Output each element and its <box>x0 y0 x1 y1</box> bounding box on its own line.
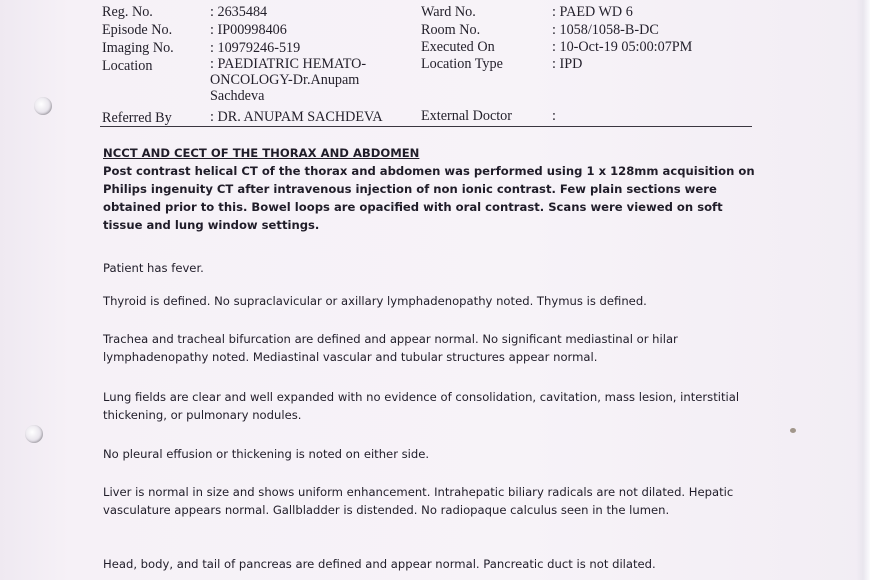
location-type-label: Location Type <box>421 56 503 72</box>
header-divider <box>100 126 752 127</box>
location-value: : PAEDIATRIC HEMATO-ONCOLOGY-Dr.Anupam Sachdeva <box>210 56 367 104</box>
executed-on-label: Executed On <box>421 39 495 55</box>
episode-no-label: Episode No. <box>102 22 173 38</box>
location-type-value: : IPD <box>552 56 583 72</box>
punch-hole-top <box>34 97 52 115</box>
thyroid-paragraph: Thyroid is defined. No supraclavicular or axillary lymphadenopathy noted. Thymus is defined. <box>103 294 647 308</box>
ward-no-label: Ward No. <box>421 4 476 20</box>
reg-no-label: Reg. No. <box>102 4 153 20</box>
imaging-no-label: Imaging No. <box>102 40 174 56</box>
punch-hole-bottom <box>25 425 43 443</box>
imaging-no-value: : 10979246-519 <box>210 40 301 56</box>
liver-paragraph: Liver is normal in size and shows uniform enhancement. Intrahepatic biliary radicals are not dilated. Hepatic vasculature appears normal. Gallbladder is distended. No radiopaque calculus seen in the lumen. <box>103 485 734 517</box>
location-label: Location <box>102 58 153 74</box>
trachea-paragraph: Trachea and tracheal bifurcation are defined and appear normal. No significant mediastinal or hilar lymphadenopathy noted. Mediastinal vascular and tubular structures appear normal. <box>103 332 678 364</box>
room-no-value: : 1058/1058-B-DC <box>552 22 659 38</box>
paper-edge <box>856 0 870 580</box>
report-title: NCCT AND CECT OF THE THORAX AND ABDOMEN <box>103 146 420 160</box>
external-doctor-label: External Doctor <box>421 108 512 124</box>
pleura-paragraph: No pleural effusion or thickening is noted on either side. <box>103 447 430 461</box>
executed-on-value: : 10-Oct-19 05:00:07PM <box>552 39 693 55</box>
history-paragraph: Patient has fever. <box>103 261 204 275</box>
technique-paragraph: Post contrast helical CT of the thorax and abdomen was performed using 1 x 128mm acquisition on Philips ingenuity CT after intravenous injection of non ionic contrast. Few plain sections were obtained prior to this. Bowel loops are opacified with oral contrast. Scans were viewed on soft tissue and lung window settings. <box>103 164 755 232</box>
room-no-label: Room No. <box>421 22 481 38</box>
report-body <box>103 144 763 580</box>
referred-by-label: Referred By <box>102 110 172 126</box>
pancreas-paragraph: Head, body, and tail of pancreas are defined and appear normal. Pancreatic duct is not dilated. <box>103 557 656 571</box>
referred-by-value: : DR. ANUPAM SACHDEVA <box>210 109 383 125</box>
external-doctor-value: : <box>552 108 556 124</box>
episode-no-value: : IP00998406 <box>210 22 287 38</box>
ward-no-value: : PAED WD 6 <box>552 4 633 20</box>
reg-no-value: : 2635484 <box>210 4 268 20</box>
paper-speck <box>790 428 796 433</box>
lungs-paragraph: Lung fields are clear and well expanded with no evidence of consolidation, cavitation, mass lesion, interstitial thickening, or pulmonary nodules. <box>103 390 740 422</box>
